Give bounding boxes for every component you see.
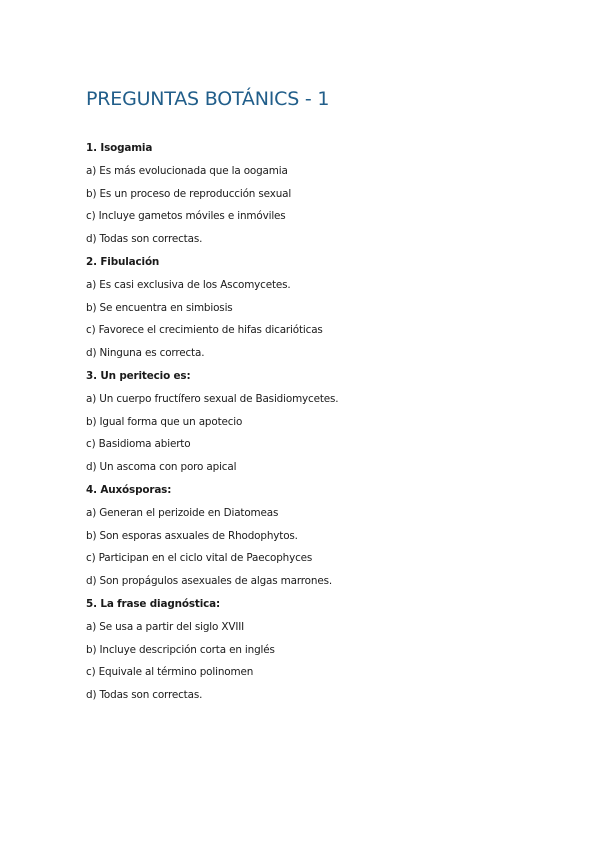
question-4 — [86, 482, 566, 596]
answer-option: a) Generan el perizoide en Diatomeas — [86, 506, 279, 519]
question-text: Fibulación — [100, 255, 160, 268]
answer-option: a) Es casi exclusiva de los Ascomycetes. — [86, 278, 291, 291]
answer-option: b) Se encuentra en simbiosis — [86, 301, 233, 314]
question-heading — [86, 140, 566, 163]
answer-option: b) Igual forma que un apotecio — [86, 415, 243, 428]
question-number: 4. — [86, 483, 101, 496]
answer-option: c) Incluye gametos móviles e inmóviles — [86, 210, 286, 223]
question-text: Isogamia — [100, 142, 153, 154]
answer-option: a) Un cuerpo fructífero sexual de Basidiomycetes. — [86, 392, 339, 405]
answer-option: d) Un ascoma con poro apical — [86, 461, 237, 474]
question-heading — [86, 254, 566, 277]
question-3 — [86, 368, 566, 482]
document-title: PREGUNTAS BOTÁNICS - 1 — [86, 88, 330, 110]
answer-option: b) Es un proceso de reproducción sexual — [86, 187, 292, 200]
question-number: 3. — [86, 369, 101, 382]
question-text: Auxósporas: — [100, 483, 172, 496]
answer-option: c) Basidioma abierto — [86, 438, 191, 451]
question-heading — [86, 596, 566, 619]
answer-option: d) Ninguna es correcta. — [86, 347, 205, 360]
question-list — [86, 140, 566, 710]
answer-option: c) Participan en el ciclo vital de Paecophyces — [86, 552, 313, 565]
answer-option: b) Son esporas asxuales de Rhodophytos. — [86, 529, 298, 542]
question-5 — [86, 596, 566, 710]
answer-option: c) Favorece el crecimiento de hifas dicarióticas — [86, 324, 323, 337]
answer-option: d) Todas son correctas. — [86, 689, 203, 702]
answer-option: d) Son propágulos asexuales de algas marrones. — [86, 575, 332, 588]
question-heading — [86, 368, 566, 391]
answer-option: c) Equivale al término polinomen — [86, 666, 254, 679]
answer-option: a) Es más evolucionada que la oogamia — [86, 164, 288, 177]
question-text: Un peritecio es: — [100, 369, 191, 382]
question-2 — [86, 254, 566, 368]
question-1 — [86, 140, 566, 254]
question-number: 1. — [86, 142, 101, 154]
question-heading — [86, 482, 566, 505]
question-number: 5. — [86, 597, 101, 610]
question-number: 2. — [86, 255, 101, 268]
question-text: La frase diagnóstica: — [100, 597, 220, 610]
answer-option: b) Incluye descripción corta en inglés — [86, 643, 275, 656]
answer-option: a) Se usa a partir del siglo XVIII — [86, 620, 245, 633]
answer-option: d) Todas son correctas. — [86, 233, 203, 246]
